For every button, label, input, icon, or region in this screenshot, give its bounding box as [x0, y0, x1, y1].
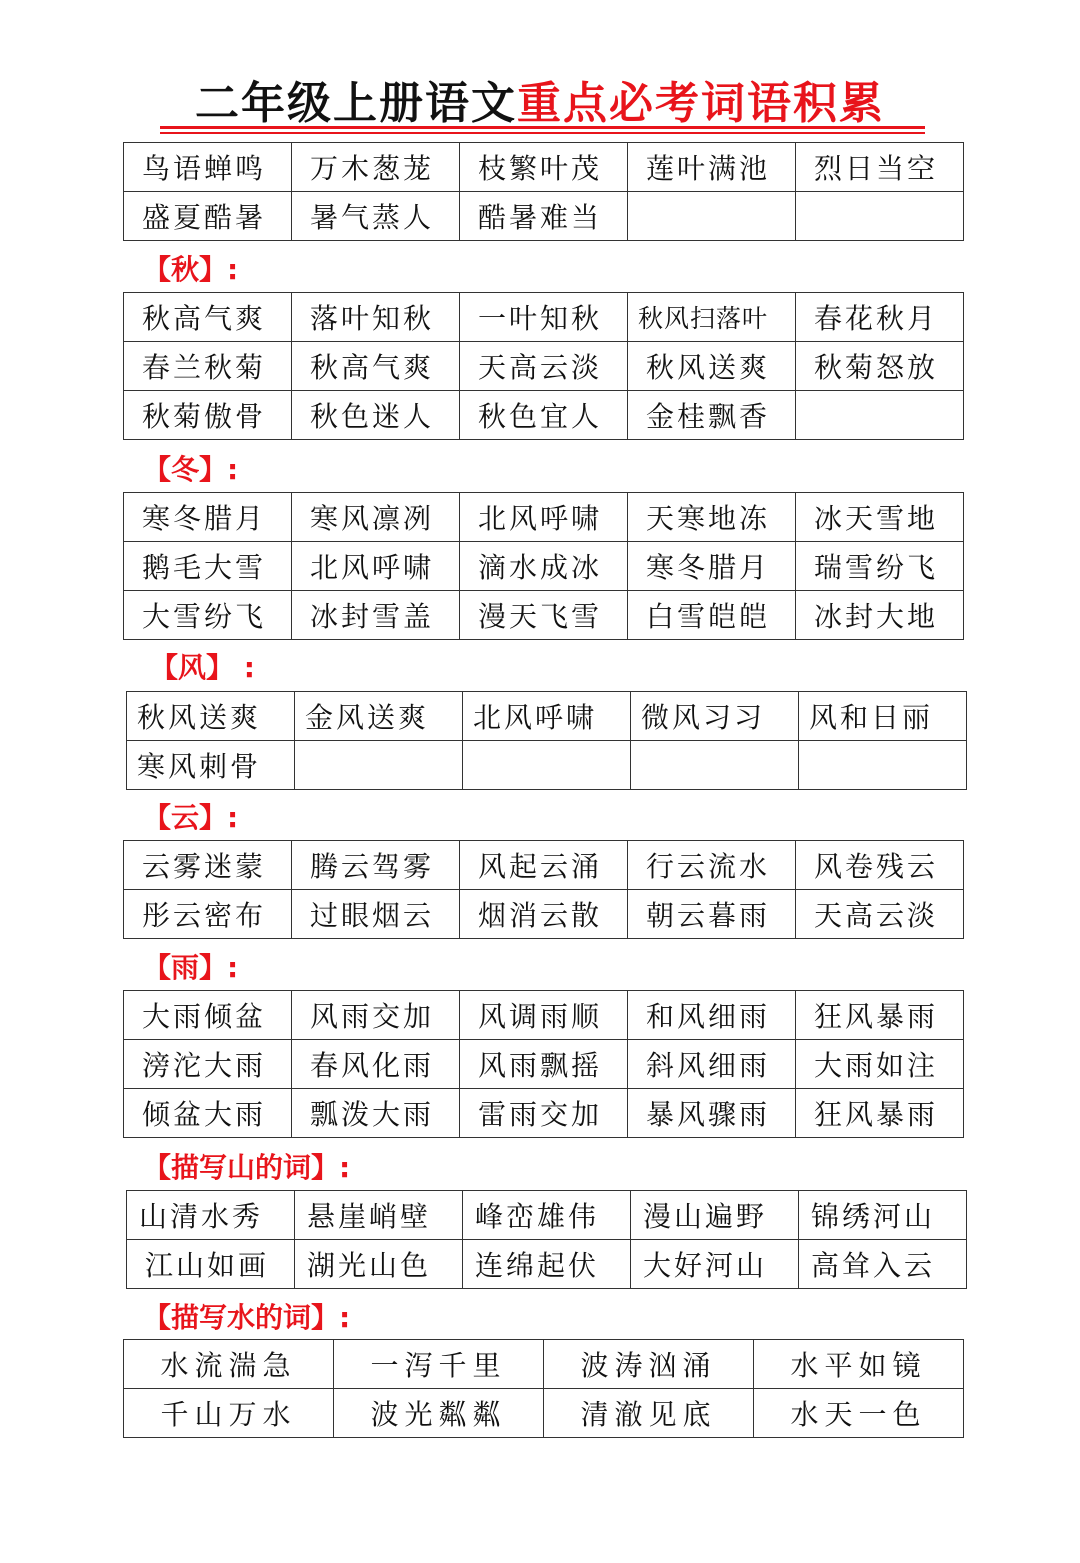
word-cell: 冰封大地 — [796, 591, 964, 640]
word-cell: 万木葱茏 — [292, 143, 460, 192]
table-row — [124, 841, 964, 890]
word-cell: 山清水秀 — [127, 1191, 295, 1240]
title-underline-thin — [160, 132, 925, 134]
word-cell: 暴风骤雨 — [628, 1089, 796, 1138]
word-cell: 北风呼啸 — [292, 542, 460, 591]
word-cell: 风起云涌 — [460, 841, 628, 890]
word-cell: 金风送爽 — [295, 692, 463, 741]
table-row — [124, 192, 964, 241]
word-cell: 春兰秋菊 — [124, 342, 292, 391]
table-row — [124, 391, 964, 440]
word-cell: 秋菊傲骨 — [124, 391, 292, 440]
word-cell: 秋风扫落叶 — [628, 293, 796, 342]
word-cell: 行云流水 — [628, 841, 796, 890]
word-cell: 湖光山色 — [295, 1240, 463, 1289]
word-cell: 一泻千里 — [334, 1340, 544, 1389]
word-cell — [631, 741, 799, 790]
cloud-word-table — [123, 840, 964, 939]
table-row — [124, 1089, 964, 1138]
table-row — [124, 542, 964, 591]
word-cell: 高耸入云 — [799, 1240, 967, 1289]
word-cell: 秋色宜人 — [460, 391, 628, 440]
word-cell: 白雪皑皑 — [628, 591, 796, 640]
word-cell: 冰封雪盖 — [292, 591, 460, 640]
wind-word-table — [126, 691, 967, 790]
word-cell — [796, 192, 964, 241]
word-cell: 落叶知秋 — [292, 293, 460, 342]
word-cell: 盛夏酷暑 — [124, 192, 292, 241]
word-cell: 倾盆大雨 — [124, 1089, 292, 1138]
table-row — [127, 1240, 967, 1289]
word-cell: 鸟语蝉鸣 — [124, 143, 292, 192]
section-heading-water: 【描写水的词】: — [143, 1301, 351, 1334]
word-cell: 大好河山 — [631, 1240, 799, 1289]
word-cell: 北风呼啸 — [463, 692, 631, 741]
word-cell: 悬崖峭壁 — [295, 1191, 463, 1240]
rain-word-table — [123, 990, 964, 1138]
word-cell: 斜风细雨 — [628, 1040, 796, 1089]
word-cell: 春风化雨 — [292, 1040, 460, 1089]
word-cell — [295, 741, 463, 790]
word-cell: 秋风送爽 — [127, 692, 295, 741]
word-cell: 大雨如注 — [796, 1040, 964, 1089]
word-cell: 暑气蒸人 — [292, 192, 460, 241]
table-row — [127, 1191, 967, 1240]
word-cell: 酷暑难当 — [460, 192, 628, 241]
word-cell: 风和日丽 — [799, 692, 967, 741]
word-cell: 瓢泼大雨 — [292, 1089, 460, 1138]
word-cell: 一叶知秋 — [460, 293, 628, 342]
table-row — [127, 741, 967, 790]
section-heading-rain: 【雨】: — [143, 951, 239, 984]
word-cell: 漫山遍野 — [631, 1191, 799, 1240]
page-title-black: 二年级上册语文 — [195, 78, 517, 129]
word-cell: 莲叶满池 — [628, 143, 796, 192]
word-cell: 春花秋月 — [796, 293, 964, 342]
word-cell: 和风细雨 — [628, 991, 796, 1040]
table-row — [124, 890, 964, 939]
word-cell: 寒风刺骨 — [127, 741, 295, 790]
word-cell: 秋色迷人 — [292, 391, 460, 440]
word-cell: 峰峦雄伟 — [463, 1191, 631, 1240]
word-cell: 江山如画 — [127, 1240, 295, 1289]
word-cell: 大雪纷飞 — [124, 591, 292, 640]
page-title — [0, 76, 1080, 132]
word-cell: 烈日当空 — [796, 143, 964, 192]
table-row — [124, 342, 964, 391]
word-cell: 狂风暴雨 — [796, 991, 964, 1040]
table-row — [124, 1040, 964, 1089]
word-cell: 千山万水 — [124, 1389, 334, 1438]
word-cell: 风调雨顺 — [460, 991, 628, 1040]
word-cell: 鹅毛大雪 — [124, 542, 292, 591]
word-cell: 天寒地冻 — [628, 493, 796, 542]
word-cell: 水流湍急 — [124, 1340, 334, 1389]
table-row — [124, 493, 964, 542]
section-heading-mountain: 【描写山的词】: — [143, 1151, 351, 1184]
word-cell: 寒风凛冽 — [292, 493, 460, 542]
section-heading-cloud: 【云】: — [143, 801, 239, 834]
word-cell: 漫天飞雪 — [460, 591, 628, 640]
word-cell: 风雨飘摇 — [460, 1040, 628, 1089]
word-cell: 彤云密布 — [124, 890, 292, 939]
word-cell — [799, 741, 967, 790]
title-underline — [160, 126, 925, 129]
word-cell: 滴水成冰 — [460, 542, 628, 591]
word-cell: 烟消云散 — [460, 890, 628, 939]
word-cell: 天高云淡 — [796, 890, 964, 939]
table-row — [127, 692, 967, 741]
word-cell: 清澈见底 — [544, 1389, 754, 1438]
word-cell: 波光粼粼 — [334, 1389, 544, 1438]
winter-word-table — [123, 492, 964, 640]
table-row — [124, 591, 964, 640]
word-cell — [628, 192, 796, 241]
table-row — [124, 1389, 964, 1438]
word-cell: 秋高气爽 — [292, 342, 460, 391]
word-cell: 枝繁叶茂 — [460, 143, 628, 192]
word-cell: 冰天雪地 — [796, 493, 964, 542]
word-cell: 朝云暮雨 — [628, 890, 796, 939]
summer-word-table — [123, 142, 964, 241]
word-cell: 风卷残云 — [796, 841, 964, 890]
word-cell: 滂沱大雨 — [124, 1040, 292, 1089]
word-cell — [463, 741, 631, 790]
word-cell: 腾云驾雾 — [292, 841, 460, 890]
word-cell: 天高云淡 — [460, 342, 628, 391]
word-cell: 雷雨交加 — [460, 1089, 628, 1138]
section-heading-winter: 【冬】: — [143, 453, 239, 486]
word-cell: 狂风暴雨 — [796, 1089, 964, 1138]
table-row — [124, 1340, 964, 1389]
word-cell: 云雾迷蒙 — [124, 841, 292, 890]
word-cell: 波涛汹涌 — [544, 1340, 754, 1389]
page-title-red: 重点必考词语积累 — [517, 78, 885, 129]
word-cell: 风雨交加 — [292, 991, 460, 1040]
table-row — [124, 293, 964, 342]
mountain-word-table — [126, 1190, 967, 1289]
table-row — [124, 991, 964, 1040]
word-cell: 锦绣河山 — [799, 1191, 967, 1240]
word-cell: 寒冬腊月 — [124, 493, 292, 542]
word-cell: 瑞雪纷飞 — [796, 542, 964, 591]
word-cell: 大雨倾盆 — [124, 991, 292, 1040]
word-cell: 秋高气爽 — [124, 293, 292, 342]
autumn-word-table — [123, 292, 964, 440]
table-row — [124, 143, 964, 192]
word-cell: 寒冬腊月 — [628, 542, 796, 591]
word-cell: 秋风送爽 — [628, 342, 796, 391]
word-cell: 过眼烟云 — [292, 890, 460, 939]
section-heading-autumn: 【秋】: — [143, 253, 239, 286]
section-heading-wind: 【风】 : — [150, 651, 255, 684]
word-cell: 金桂飘香 — [628, 391, 796, 440]
word-cell — [796, 391, 964, 440]
water-word-table — [123, 1339, 964, 1438]
word-cell: 北风呼啸 — [460, 493, 628, 542]
word-cell: 水天一色 — [754, 1389, 964, 1438]
word-cell: 连绵起伏 — [463, 1240, 631, 1289]
word-cell: 微风习习 — [631, 692, 799, 741]
word-cell: 水平如镜 — [754, 1340, 964, 1389]
word-cell: 秋菊怒放 — [796, 342, 964, 391]
